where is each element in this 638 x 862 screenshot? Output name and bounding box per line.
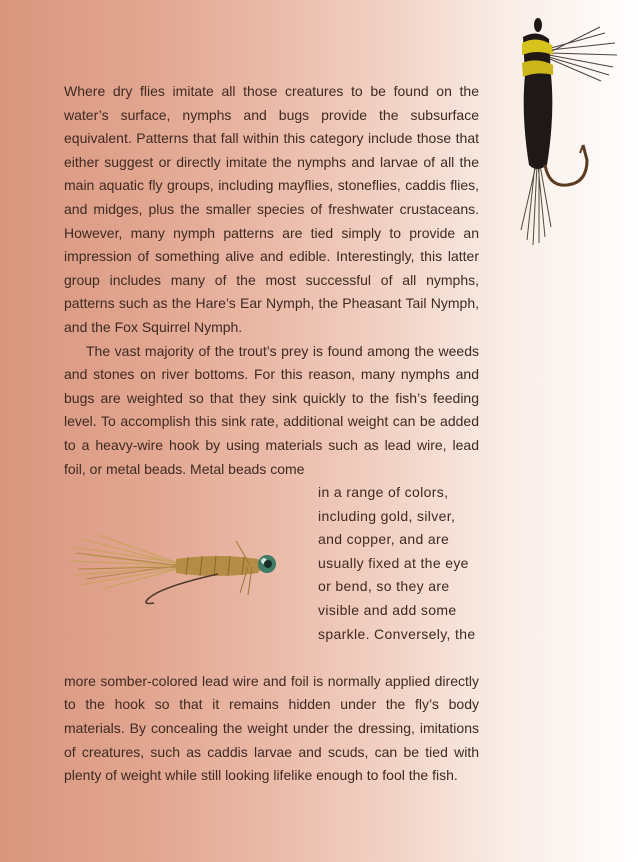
body-text xyxy=(64,80,479,788)
paragraph-2-start: The vast majority of the trout’s prey is found among the weeds and stones on river bottoms. For this reason, many nymphs and bugs are weighted so that they sink quickly to the fish’s feeding level. To accomplish this sink rate, additional weight can be added to a heavy-wire hook by using materials such as lead wire, lead foil, or metal beads. Metal beads come xyxy=(64,342,479,477)
black-yellow-bug-fly-image xyxy=(505,15,620,250)
wrap-line: or bend, so they are xyxy=(318,578,450,595)
beadhead-nymph-fly-image xyxy=(68,527,286,605)
wrap-line: visible and add some xyxy=(318,602,457,619)
wrap-line: usually fixed at the eye xyxy=(318,554,469,571)
wrap-line: in a range of colors, xyxy=(318,484,449,501)
wrapped-text-column xyxy=(318,481,479,646)
paragraph-1: Where dry flies imitate all those creatures to be found on the water’s surface, nymphs and bugs provide the subsurface equivalent. Patterns that fall within this category include those that either suggest or directly imitate the nymphs and larvae of all the main aquatic fly groups, including mayflies, stoneflies, caddis flies, and midges, plus the smaller species of freshwater crustaceans. However, many nymph patterns are tied simply to provide an impression of something alive and edible. Interestingly, this latter group includes many of the most successful of all nymphs, patterns such as the Hare’s Ear Nymph, the Pheasant Tail Nymph, and the Fox Squirrel Nymph. xyxy=(64,83,479,335)
wrap-line: and copper, and are xyxy=(318,531,450,548)
wrap-line: sparkle. Conversely, the xyxy=(318,625,476,642)
wrap-line: including gold, silver, xyxy=(318,507,456,524)
paragraph-2-end: more somber-colored lead wire and foil is normally applied directly to the hook so that it remains hidden under the fly’s body materials. By concealing the weight under the dressing, imitations of creatures, such as caddis larvae and scuds, can be tied with plenty of weight while still looking lifelike enough to fool the fish. xyxy=(64,672,479,784)
